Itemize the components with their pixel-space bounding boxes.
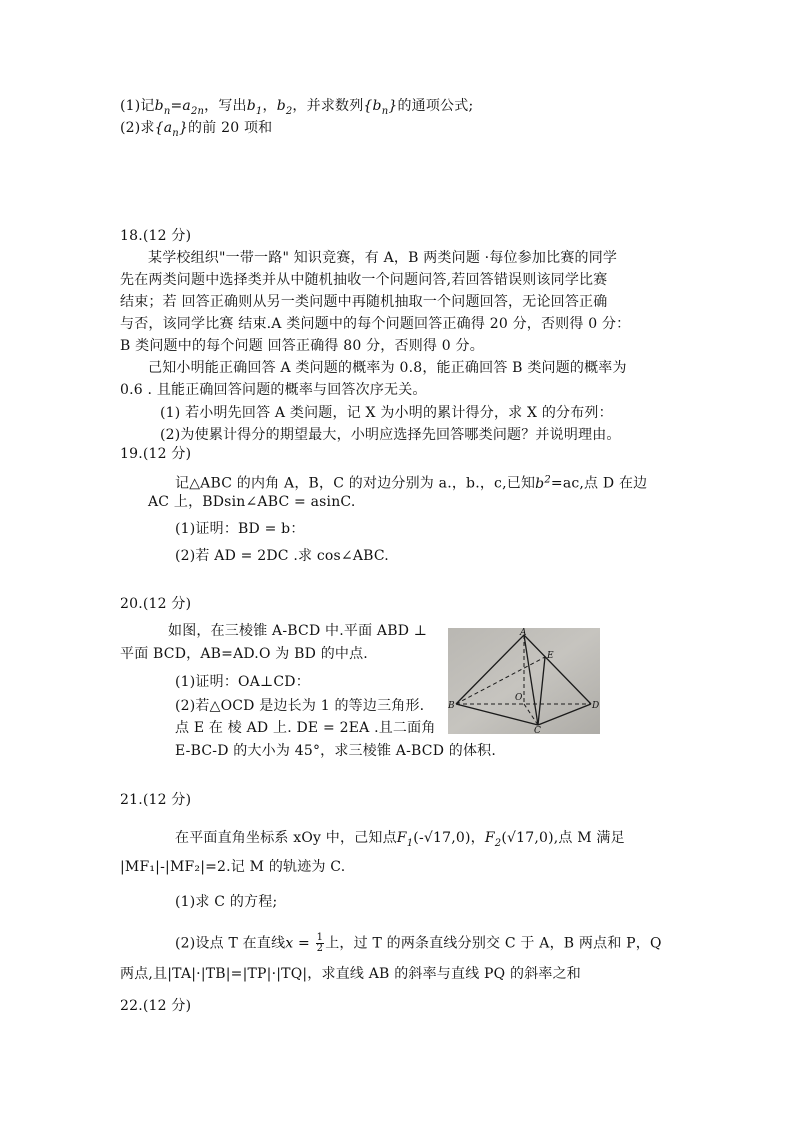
- problem-18-line-7: 0.6 . 且能正确回答问题的概率与回答次序无关。: [120, 382, 427, 398]
- a-2n-symbol: $a_{2n}$: [182, 98, 205, 117]
- b-squared: $b^2$: [535, 474, 551, 492]
- problem-18-line-5: B 类问题中的每个问题 回答正确得 80 分，否则得 0 分。: [120, 338, 484, 354]
- problem-19-line-1: 记△ABC 的内角 A，B，C 的对边分别为 a.，b.，c,已知$b^2=ac$,点 D 在边: [175, 474, 648, 492]
- problem-18-question-1: (1) 若小明先回答 A 类问题，记 X 为小明的累计得分，求 X 的分布列：: [160, 405, 613, 421]
- f1-symbol: $F_1$: [396, 830, 414, 849]
- problem-20-line-2: 平面 BCD，AB=AD.O 为 BD 的中点.: [120, 646, 368, 662]
- problem-20-line-6: E-BC-D 的大小为 45°，求三棱锥 A-BCD 的体积.: [175, 743, 497, 759]
- problem-18-line-2: 先在两类问题中选择类并从中随机抽收一个问题问答,若回答错误则该同学比赛: [120, 272, 608, 288]
- problem-17-part-2: (2)求$\{a_n\}$的前 20 项和: [120, 120, 273, 139]
- pyramid-figure: [448, 628, 600, 734]
- problem-18-line-4: 与否，该同学比赛 结束.A 类问题中的每个问题回答正确得 20 分，否则得 0 分：: [120, 316, 631, 332]
- problem-19-line-2: AC 上，BDsin∠ABC = asinC.: [148, 494, 356, 510]
- problem-20-question-1: (1)证明：OA⊥CD：: [175, 674, 310, 690]
- problem-19-heading: 19.(12 分): [120, 446, 192, 462]
- problem-19-question-2: (2)若 AD = 2DC .求 cos∠ABC.: [175, 548, 389, 564]
- problem-20-line-1: 如图，在三棱锥 A-BCD 中.平面 ABD ⊥: [168, 623, 428, 639]
- problem-21-question-1: (1)求 C 的方程;: [175, 894, 278, 910]
- problem-21-line-5: 两点,且|TA|·|TB|=|TP|·|TQ|，求直线 AB 的斜率与直线 PQ 的斜率之和: [120, 966, 581, 982]
- problem-20-line-5: 点 E 在 棱 AD 上. DE = 2EA .且二面角: [175, 720, 436, 736]
- b2-symbol: $b_2$: [276, 98, 293, 117]
- problem-18-question-2: (2)为使累计得分的期望最大，小明应选择先回答哪类问题？并说明理由。: [160, 427, 621, 443]
- problem-18-heading: 18.(12 分): [120, 228, 192, 244]
- problem-21-heading: 21.(12 分): [120, 792, 192, 808]
- problem-22-heading: 22.(12 分): [120, 998, 192, 1014]
- label-d: D: [592, 701, 600, 711]
- label-e: E: [547, 651, 554, 661]
- problem-20-question-2: (2)若△OCD 是边长为 1 的等边三角形.: [175, 698, 425, 714]
- problem-19-question-1: (1)证明：BD = b：: [175, 521, 305, 537]
- sequence-bn: $\{b_n\}$: [363, 98, 398, 117]
- b1-symbol: $b_1$: [246, 98, 263, 117]
- problem-18-line-1: 某学校组织"一带一路" 知识竞赛，有 A，B 两类问题 ·每位参加比赛的同学: [148, 250, 618, 266]
- p17-q1-prefix: (1)记: [120, 98, 155, 114]
- f2-symbol: $F_2$: [484, 830, 502, 849]
- problem-21-line-2: |MF₁|-|MF₂|=2.记 M 的轨迹为 C.: [120, 859, 346, 875]
- problem-21-line-1: 在平面直角坐标系 xOy 中，己知点$F_1(-√17,0)$，$F_2(√17,0)$,点 M 满足: [175, 830, 625, 849]
- problem-17-part-1: (1)记$b_n=a_{2n}$，写出$b_1$，$b_2$，并求数列$\{b_n\}$的通项公式;: [120, 98, 474, 117]
- problem-20-heading: 20.(12 分): [120, 596, 192, 612]
- var-x: x: [285, 935, 294, 952]
- sequence-an: $\{a_n\}$: [154, 120, 189, 139]
- problem-21-question-2: (2)设点 T 在直线x = $\frac{1}{2}$ 上，过 T 的两条直线分别交 C 于 A，B 两点和 P，Q: [175, 932, 662, 954]
- b-n-symbol: $b_n$: [154, 98, 171, 117]
- label-b: B: [448, 701, 455, 711]
- label-c: C: [534, 726, 541, 734]
- fraction-one-half: $\frac{1}{2}$: [316, 932, 324, 954]
- label-a: A: [520, 628, 527, 638]
- problem-18-line-3: 结束；若 回答正确则从另一类问题中再随机抽取一个问题回答，无论回答正确: [120, 294, 608, 310]
- problem-18-line-6: 己知小明能正确回答 A 类问题的概率为 0.8，能正确回答 B 类问题的概率为: [148, 360, 627, 376]
- label-o: O: [515, 693, 523, 703]
